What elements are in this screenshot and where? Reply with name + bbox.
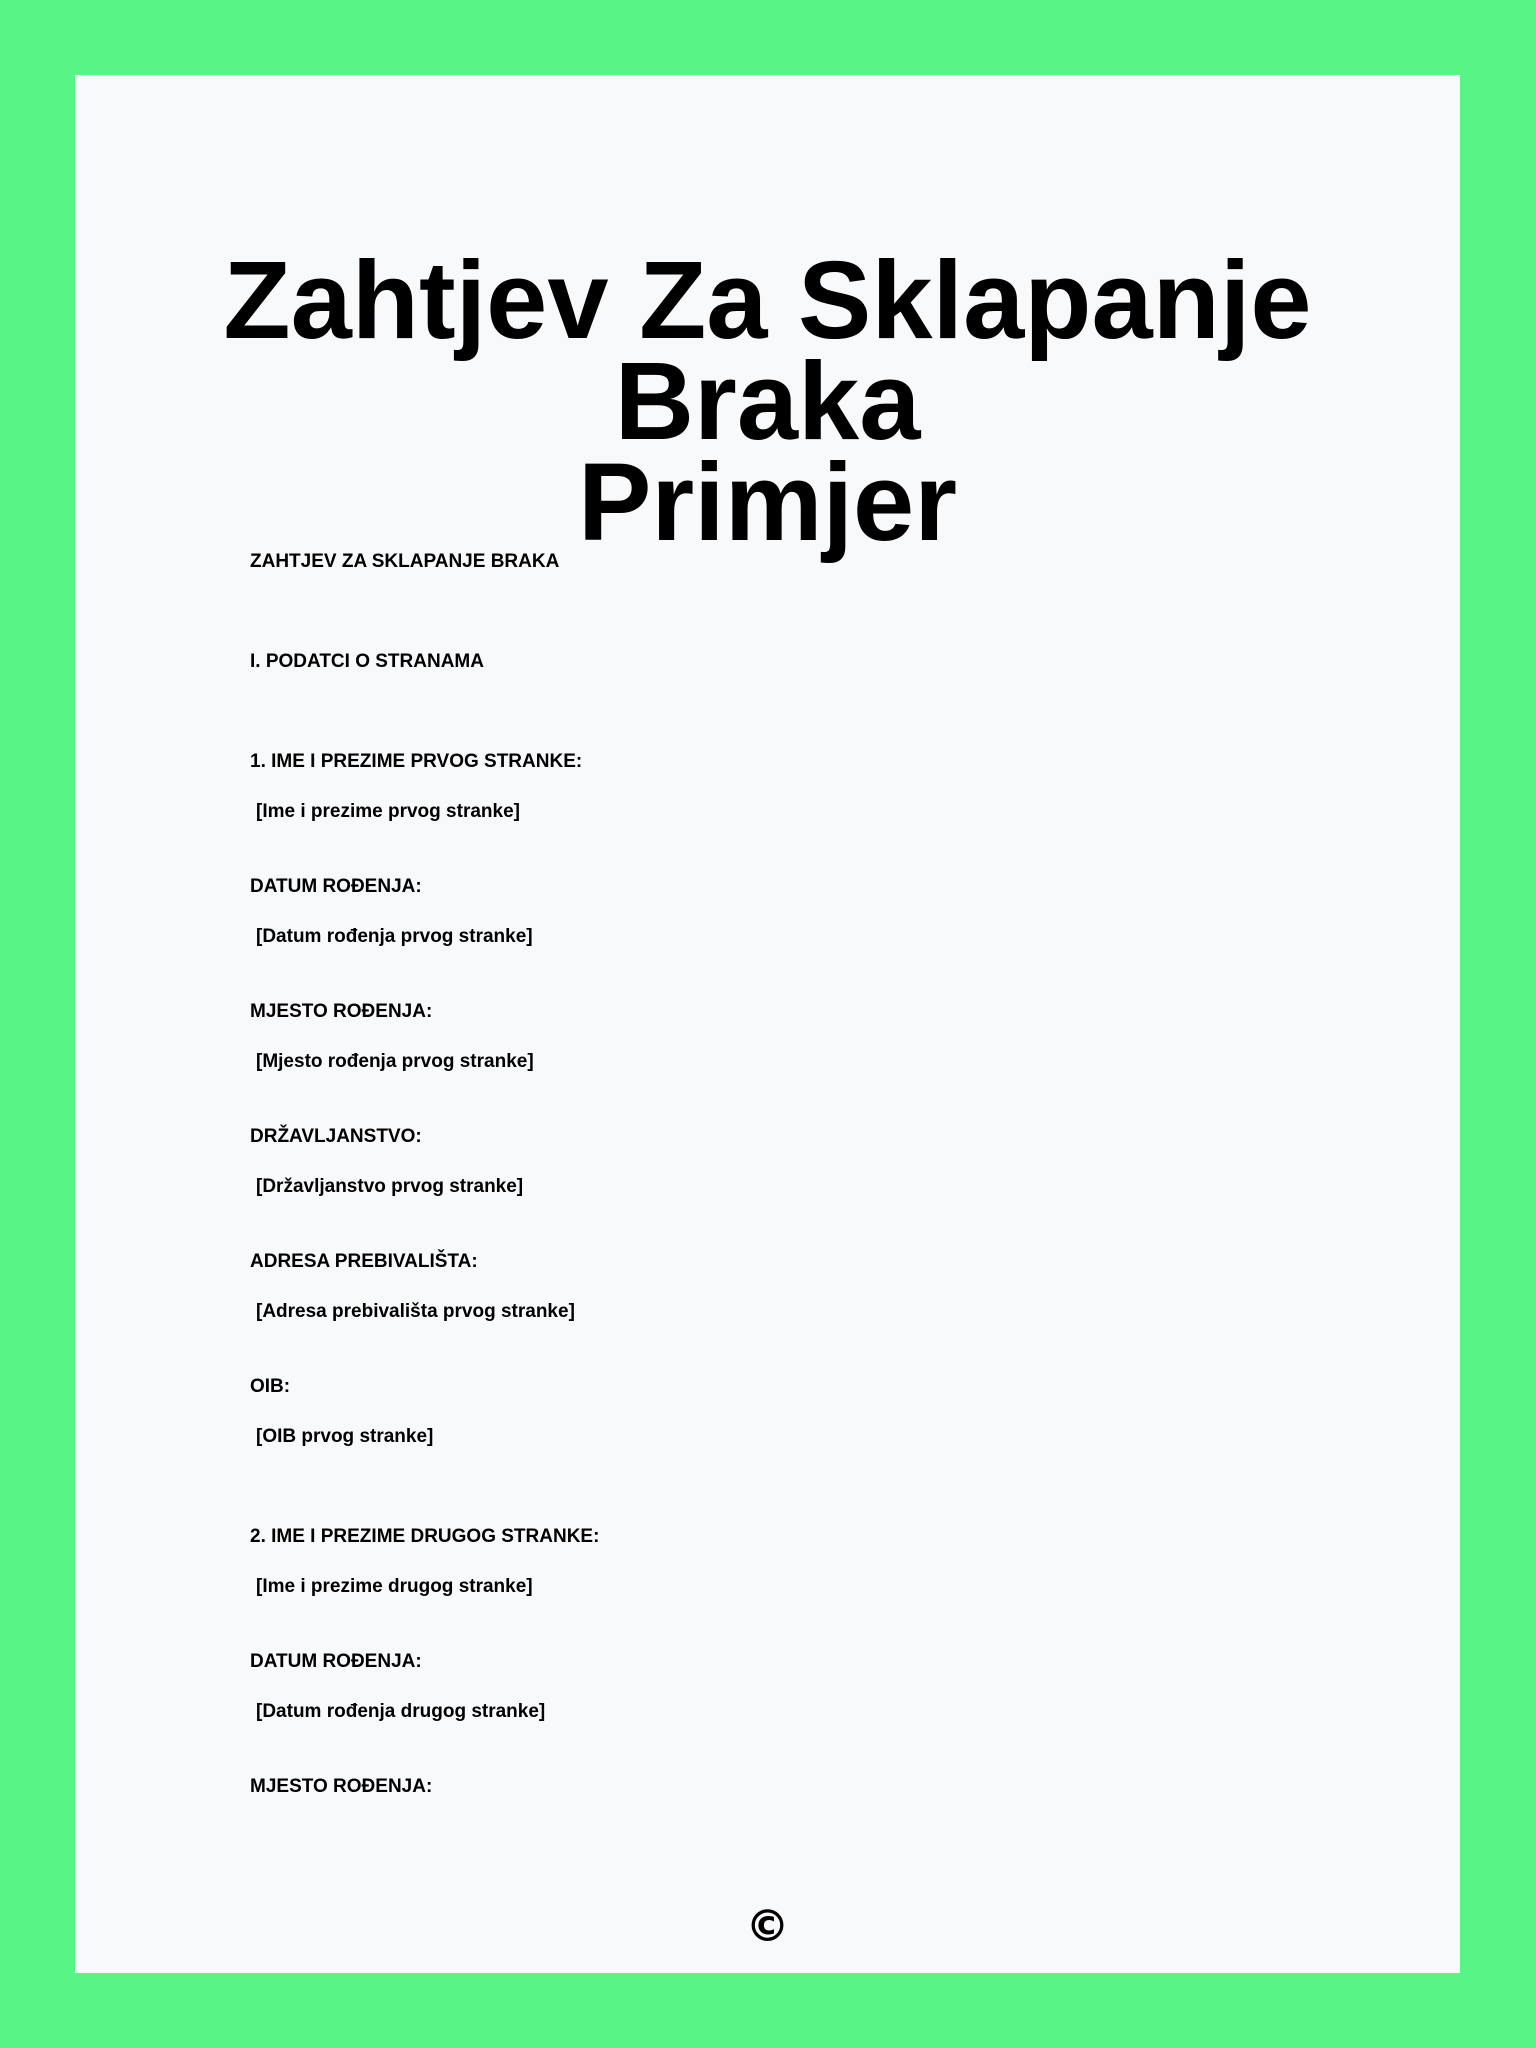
party1-dob-value: [Datum rođenja prvog stranke] xyxy=(256,926,533,947)
title-line-2: Primjer xyxy=(577,441,958,564)
document-page xyxy=(75,75,1460,1973)
party1-oib-label: OIB: xyxy=(250,1376,291,1397)
party1-citizenship-value: [Državljanstvo prvog stranke] xyxy=(256,1176,524,1197)
section-heading: I. PODATCI O STRANAMA xyxy=(250,651,484,672)
party1-dob-label: DATUM ROĐENJA: xyxy=(250,876,422,897)
party1-citizenship-label: DRŽAVLJANSTVO: xyxy=(250,1126,422,1147)
party1-pob-label: MJESTO ROĐENJA: xyxy=(250,1001,433,1022)
copyright-symbol: © xyxy=(745,1901,790,1952)
party2-name-label: 2. IME I PREZIME DRUGOG STRANKE: xyxy=(250,1526,600,1547)
party2-dob-label: DATUM ROĐENJA: xyxy=(250,1651,422,1672)
title-line-1: Zahtjev Za Sklapanje Braka xyxy=(223,239,1312,463)
form-heading: ZAHTJEV ZA SKLAPANJE BRAKA xyxy=(250,551,560,572)
party1-pob-value: [Mjesto rođenja prvog stranke] xyxy=(256,1051,534,1072)
party2-name-value: [Ime i prezime drugog stranke] xyxy=(256,1576,533,1597)
party1-name-label: 1. IME I PREZIME PRVOG STRANKE: xyxy=(250,751,583,772)
document-title xyxy=(75,239,1460,564)
party1-name-value: [Ime i prezime prvog stranke] xyxy=(256,801,520,822)
party2-dob-value: [Datum rođenja drugog stranke] xyxy=(256,1701,546,1722)
party1-address-label: ADRESA PREBIVALIŠTA: xyxy=(250,1251,478,1272)
party2-pob-label: MJESTO ROĐENJA: xyxy=(250,1776,433,1797)
party1-address-value: [Adresa prebivališta prvog stranke] xyxy=(256,1301,575,1322)
party1-oib-value: [OIB prvog stranke] xyxy=(256,1426,434,1447)
